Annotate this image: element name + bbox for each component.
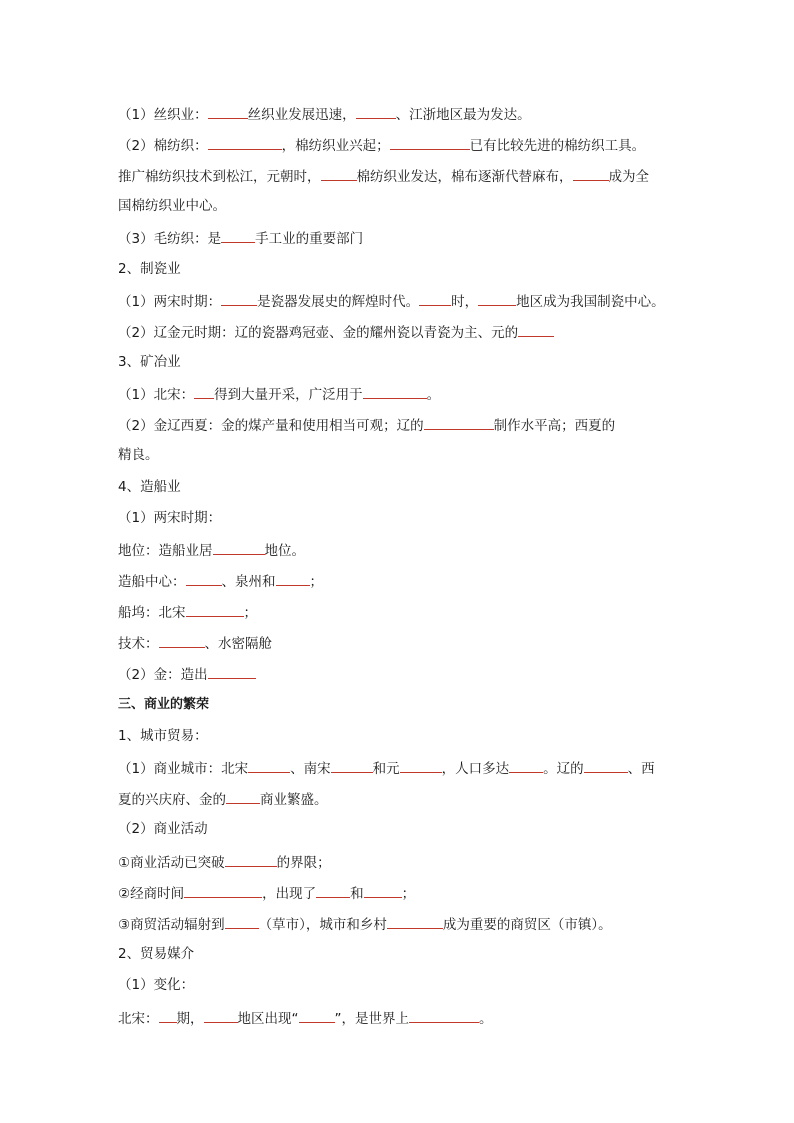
text-line	[118, 540, 688, 560]
text-segment: ”，是世界上	[334, 1011, 409, 1027]
text-line	[118, 633, 688, 653]
text-segment: 精良。	[118, 447, 159, 463]
text-segment: 已有比较先进的棉纺织工具。	[469, 138, 646, 154]
text-segment: （1）变化：	[118, 977, 195, 993]
text-segment: 地位。	[264, 543, 305, 559]
text-segment: 1、城市贸易：	[118, 728, 208, 744]
text-segment: （2）辽金元时期：辽的瓷器鸡冠壶、金的耀州瓷以青瓷为主、元的	[118, 325, 519, 341]
text-segment: 、西	[627, 761, 655, 777]
text-segment: （2）棉纺织：	[118, 138, 208, 154]
text-segment: 商业繁盛。	[260, 792, 328, 808]
text-line	[118, 104, 688, 124]
text-segment: （2）金辽西夏：金的煤产量和使用相当可观；辽的	[118, 418, 424, 434]
text-segment: 地区出现“	[237, 1011, 299, 1027]
text-segment: 丝织业发展迅速，	[247, 107, 356, 123]
text-segment: 北宋：	[118, 1011, 159, 1027]
text-segment: （1）北宋：	[118, 387, 195, 403]
text-segment: ；	[243, 605, 257, 621]
text-segment: 成为全	[608, 169, 649, 185]
fill-in-blank	[518, 322, 554, 337]
fill-in-blank	[584, 758, 628, 773]
text-line	[118, 509, 688, 527]
fill-in-blank	[356, 104, 396, 119]
text-segment: 国棉纺织业中心。	[118, 198, 226, 214]
text-segment: （1）两宋时期：	[118, 510, 222, 526]
text-segment: ，出现了	[262, 886, 317, 902]
text-segment: 。	[426, 387, 441, 403]
text-segment: ①商业活动已突破	[118, 855, 225, 871]
fill-in-blank	[194, 384, 214, 399]
fill-in-blank	[213, 540, 265, 555]
fill-in-blank	[321, 166, 357, 181]
fill-in-blank	[364, 883, 402, 898]
text-segment: 造船中心：	[118, 574, 186, 590]
text-segment: 是瓷器发展史的辉煌时代。	[257, 294, 420, 310]
fill-in-blank	[204, 1008, 238, 1023]
text-line	[118, 322, 688, 342]
text-segment: 、南宋	[290, 761, 331, 777]
text-line	[118, 758, 688, 778]
text-segment: 时，	[451, 294, 479, 310]
fill-in-blank	[276, 571, 310, 586]
fill-in-blank	[221, 291, 257, 306]
text-line	[118, 664, 688, 684]
fill-in-blank	[208, 664, 256, 679]
text-segment: 、泉州和	[221, 574, 276, 590]
section-heading	[118, 696, 688, 714]
fill-in-blank	[419, 291, 451, 306]
text-segment: 三、商业的繁荣	[118, 697, 210, 712]
fill-in-blank	[387, 914, 443, 929]
text-segment: 、江浙地区最为发达。	[395, 107, 531, 123]
text-line	[118, 135, 688, 155]
fill-in-blank	[390, 135, 470, 150]
text-line	[118, 727, 688, 745]
text-line	[118, 571, 688, 591]
fill-in-blank	[316, 883, 350, 898]
fill-in-blank	[248, 758, 290, 773]
text-segment: 成为重要的商贸区（市镇）。	[442, 917, 612, 933]
text-segment: 船坞：北宋	[118, 605, 186, 621]
text-line	[118, 976, 688, 994]
text-segment: 。辽的	[543, 761, 584, 777]
text-line	[118, 789, 688, 809]
text-segment: 得到大量开采，广泛用于	[214, 387, 363, 403]
text-segment: ，人口多达	[441, 761, 510, 777]
text-segment: 推广棉纺织技术到松江，元朝时，	[118, 169, 321, 185]
fill-in-blank	[299, 1008, 335, 1023]
fill-in-blank	[184, 883, 262, 898]
fill-in-blank	[509, 758, 543, 773]
text-line	[118, 945, 688, 963]
text-segment: 、水密隔舱	[204, 636, 272, 652]
text-line	[118, 914, 688, 934]
text-segment: 2、制瓷业	[118, 261, 181, 277]
fill-in-blank	[478, 291, 516, 306]
text-segment: 棉纺织业发达，棉布逐渐代替麻布，	[356, 169, 573, 185]
fill-in-blank	[186, 602, 244, 617]
fill-in-blank	[221, 228, 255, 243]
text-line	[118, 166, 688, 186]
fill-in-blank	[208, 135, 282, 150]
fill-in-blank	[409, 1008, 479, 1023]
text-segment: 3、矿冶业	[118, 354, 181, 370]
fill-in-blank	[225, 852, 277, 867]
text-line	[118, 602, 688, 622]
text-segment: （1）丝织业：	[118, 107, 208, 123]
text-segment: （草市），城市和乡村	[258, 917, 387, 933]
text-segment: 夏的兴庆府、金的	[118, 792, 226, 808]
fill-in-blank	[573, 166, 609, 181]
text-line	[118, 415, 688, 435]
text-segment: ；	[401, 886, 416, 902]
fill-in-blank	[208, 104, 248, 119]
text-segment: ②经商时间	[118, 886, 185, 902]
text-segment: （2）商业活动	[118, 821, 208, 837]
text-segment: 手工业的重要部门	[255, 231, 364, 247]
text-line	[118, 197, 688, 215]
text-segment: 期，	[176, 1011, 204, 1027]
text-segment: ，棉纺织业兴起；	[281, 138, 390, 154]
text-segment: 的界限；	[276, 855, 331, 871]
text-line	[118, 384, 688, 404]
fill-in-blank	[424, 415, 494, 430]
text-line	[118, 478, 688, 496]
text-segment: 2、贸易媒介	[118, 946, 195, 962]
fill-in-blank	[363, 384, 427, 399]
text-segment: （2）金：造出	[118, 667, 208, 683]
text-line	[118, 446, 688, 464]
text-segment: 技术：	[118, 636, 159, 652]
fill-in-blank	[186, 571, 222, 586]
text-line	[118, 852, 688, 872]
text-line	[118, 228, 688, 248]
fill-in-blank	[226, 789, 260, 804]
text-line	[118, 820, 688, 838]
text-segment: （3）毛纺织：是	[118, 231, 222, 247]
text-segment: 制作水平高；西夏的	[493, 418, 616, 434]
text-segment: （1）两宋时期：	[118, 294, 222, 310]
text-segment: 和元	[372, 761, 400, 777]
text-line	[118, 1008, 688, 1028]
text-segment: 4、造船业	[118, 479, 181, 495]
fill-in-blank	[159, 1008, 177, 1023]
text-segment: （1）商业城市：北宋	[118, 761, 249, 777]
text-segment: ；	[309, 574, 323, 590]
text-line	[118, 291, 688, 311]
text-segment: 和	[350, 886, 364, 902]
text-line	[118, 353, 688, 371]
fill-in-blank	[159, 633, 205, 648]
fill-in-blank	[331, 758, 373, 773]
text-segment: ③商贸活动辐射到	[118, 917, 225, 933]
text-segment: 地区成为我国制瓷中心。	[516, 294, 665, 310]
fill-in-blank	[225, 914, 259, 929]
text-segment: 地位：造船业居	[118, 543, 213, 559]
text-line	[118, 260, 688, 278]
text-segment: 。	[479, 1011, 493, 1027]
fill-in-blank	[400, 758, 442, 773]
text-line	[118, 883, 688, 903]
